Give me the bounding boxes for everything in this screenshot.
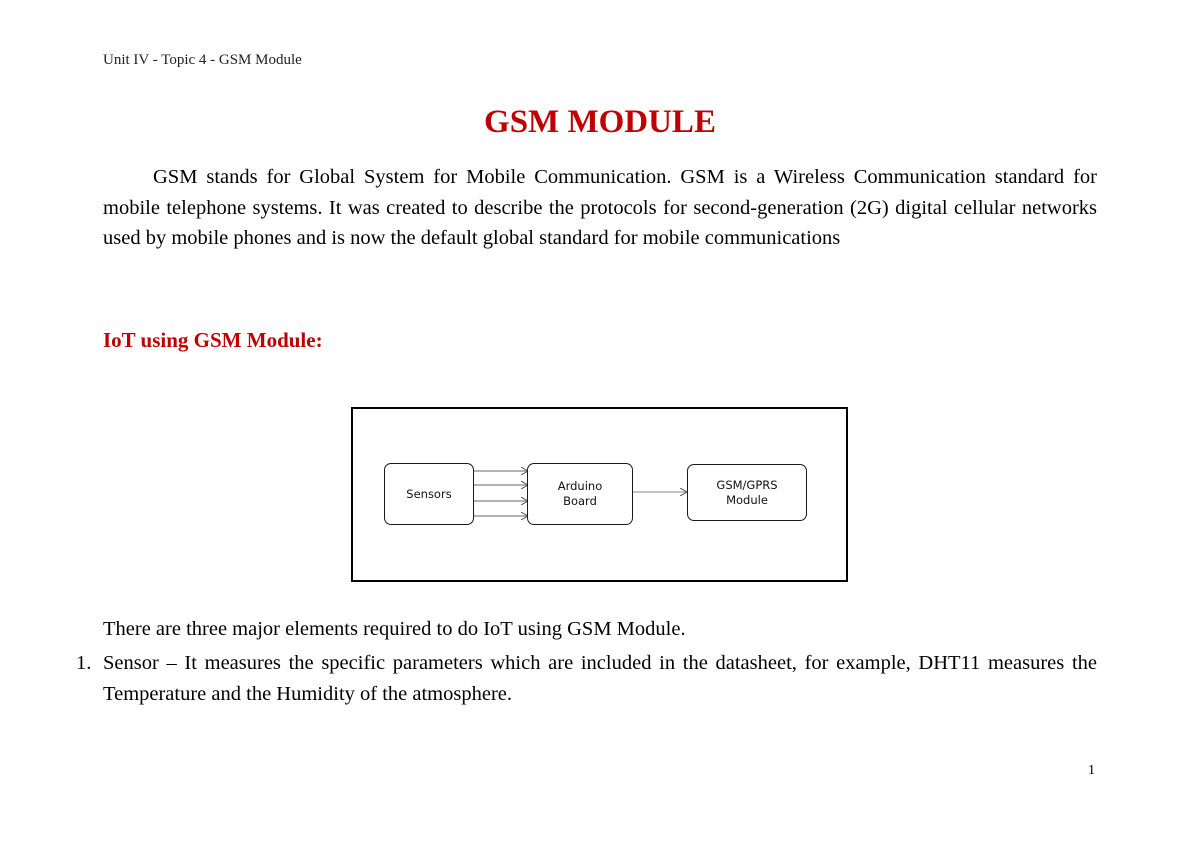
section-heading: IoT using GSM Module:: [103, 328, 323, 352]
sensors-block: Sensors: [384, 463, 474, 525]
running-header: Unit IV - Topic 4 - GSM Module: [103, 52, 302, 68]
page-number: 1: [1088, 763, 1095, 778]
document-title: GSM MODULE: [484, 104, 716, 140]
list-item-number: 1.: [76, 652, 92, 674]
elements-intro: There are three major elements required to do IoT using GSM Module.: [103, 618, 686, 640]
list-item-text: Sensor – It measures the specific parameters which are included in the datasheet, for example, DHT11 measures the Temperature and the Humidity of the atmosphere.: [103, 652, 1097, 705]
intro-paragraph: GSM stands for Global System for Mobile Communication. GSM is a Wireless Communication standard for mobile telephone systems. It was created to describe the protocols for second-generation (2G) digital cellular networks used by mobile phones and is now the default global standard for mobile communications: [103, 166, 1097, 249]
arduino-board-block: Arduino Board: [527, 463, 633, 525]
list-item: [76, 648, 1097, 709]
gsm-gprs-module-block: GSM/GPRS Module: [687, 464, 807, 521]
block-diagram: [351, 407, 848, 582]
